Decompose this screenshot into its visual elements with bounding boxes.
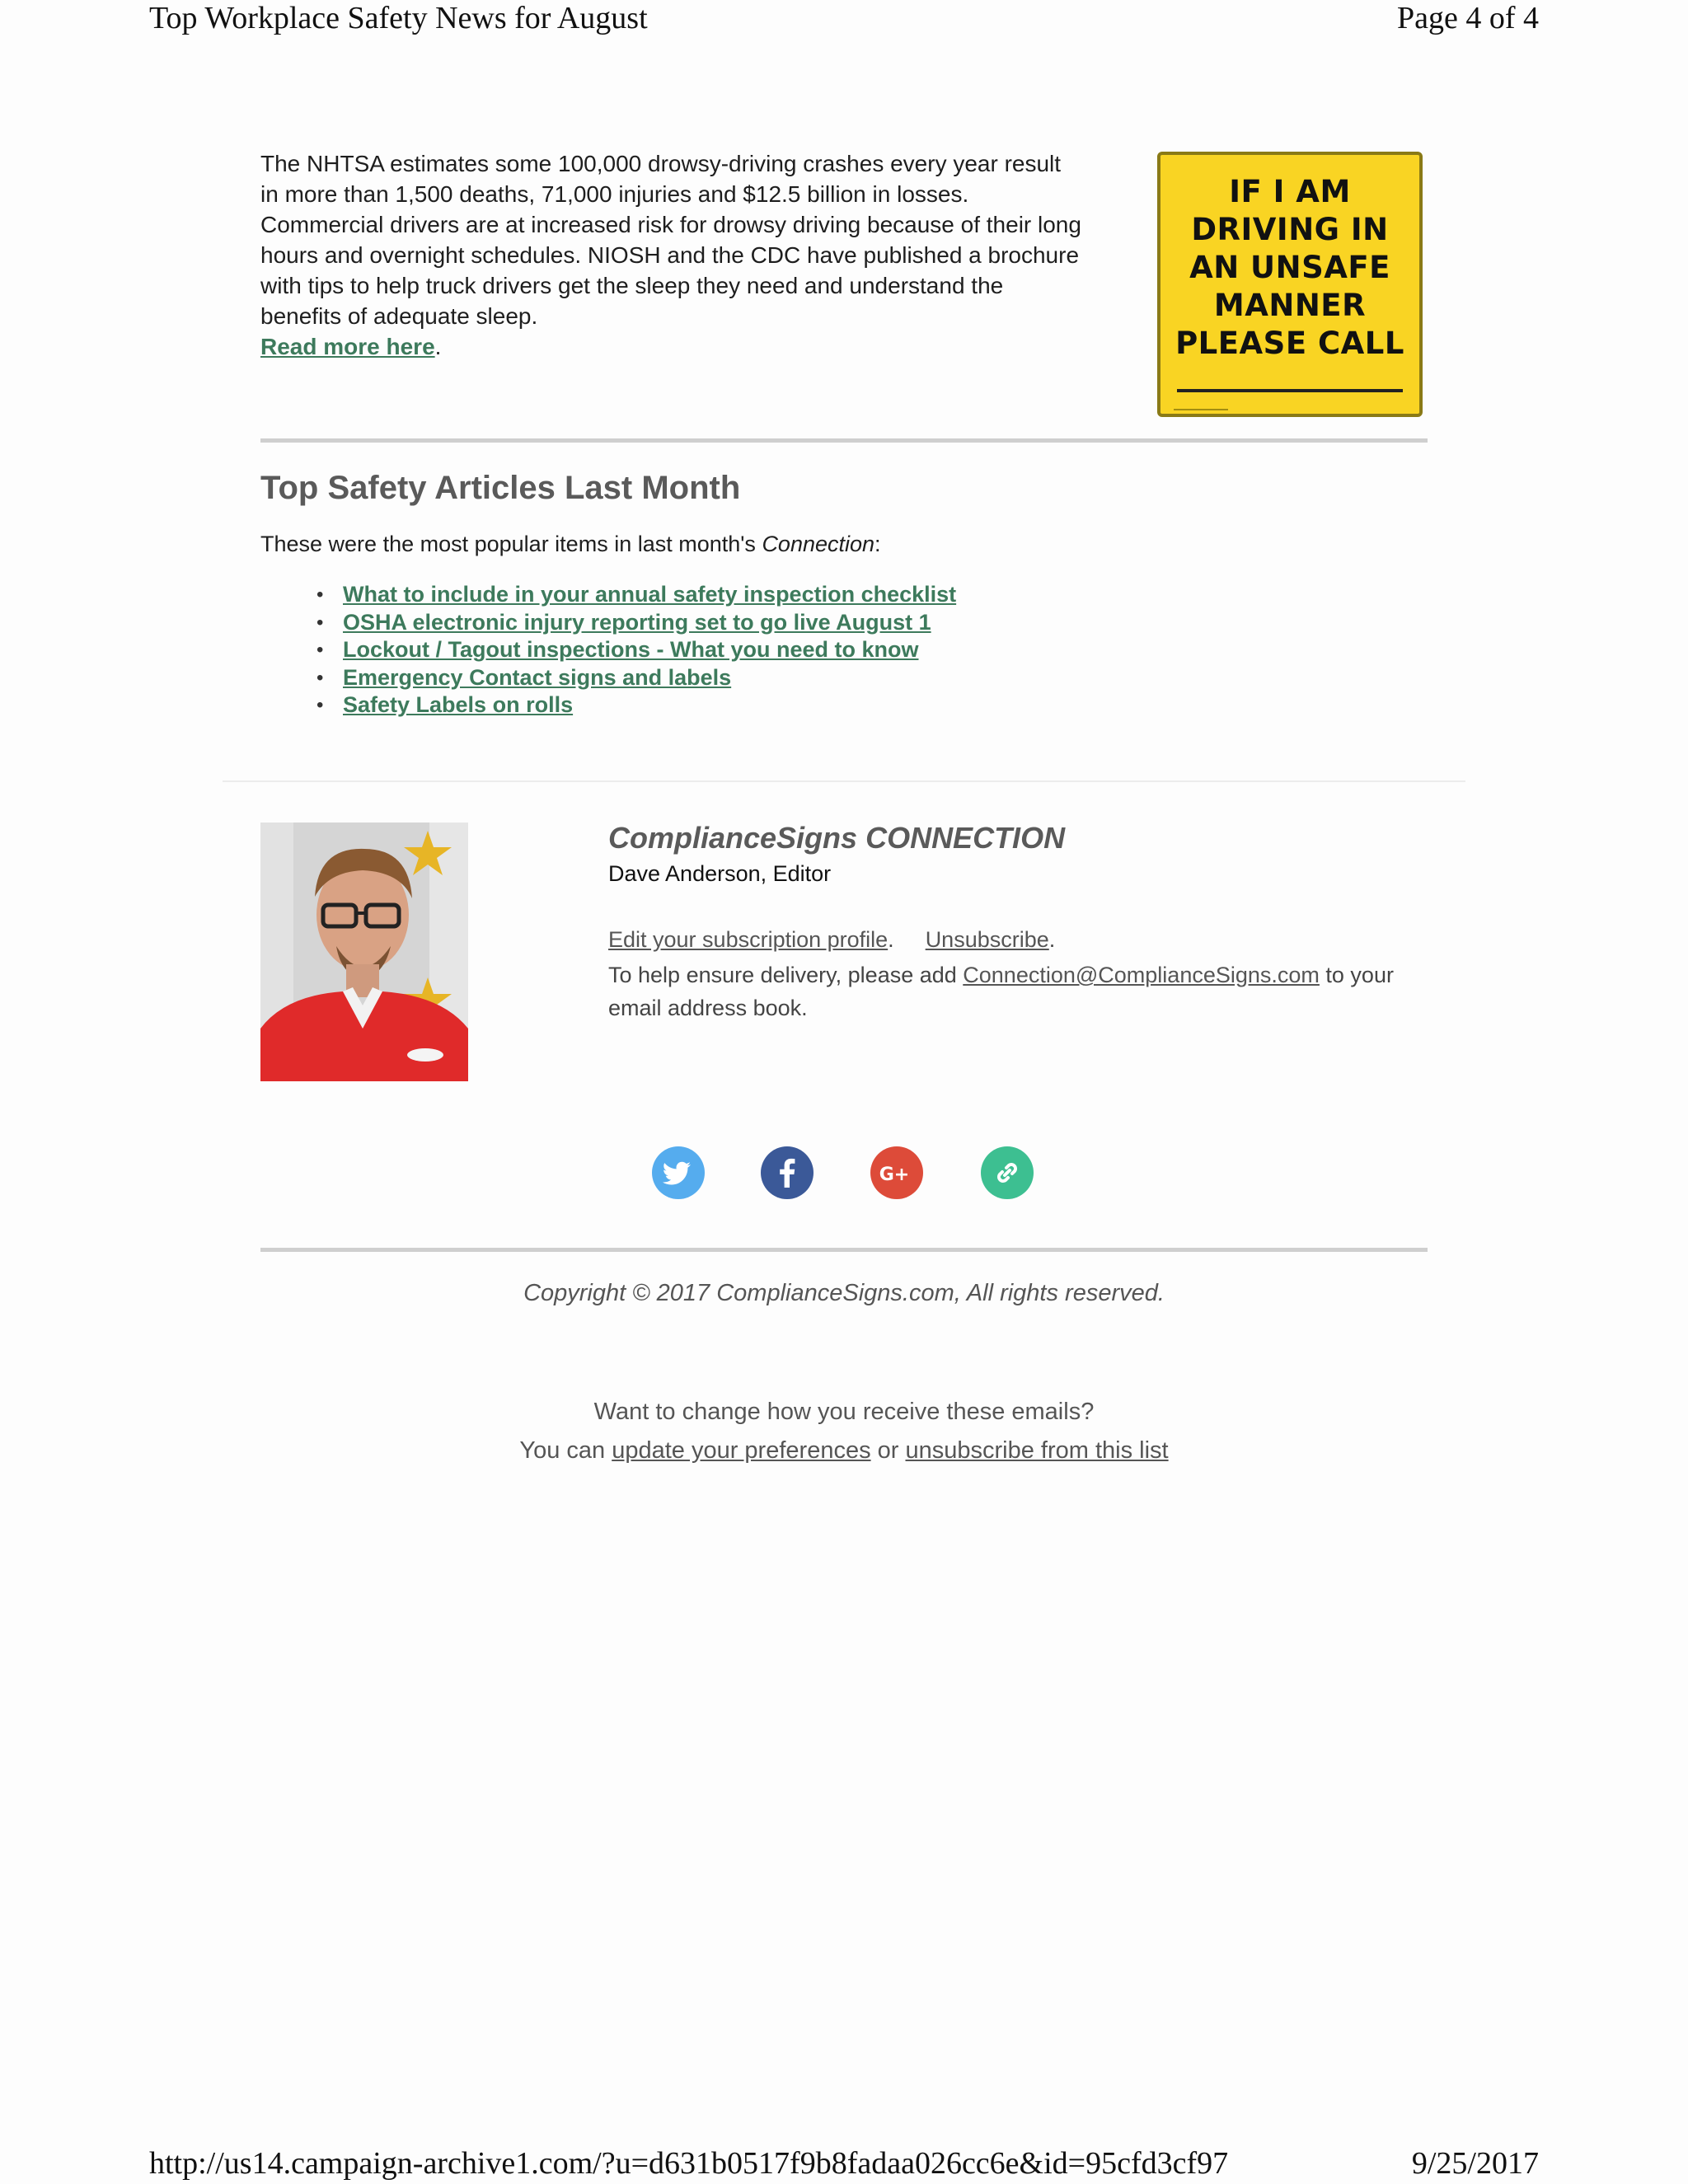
article-body: The NHTSA estimates some 100,000 drowsy-driving crashes every year result in more than 1,500 deaths, 71,000 injuries and $12.5 billion in losses. Commercial drivers are at increased risk for drowsy driving because of their long hours and overnight schedules. NIOSH and the CDC have published a brochure with tips to help truck drivers get the sleep they need and understand the benefits of adequate sleep. xyxy=(260,151,1081,329)
list-item xyxy=(316,609,956,637)
preferences-links xyxy=(0,1432,1688,1470)
update-preferences-link[interactable]: update your preferences xyxy=(612,1437,871,1464)
read-more-link[interactable]: Read more here xyxy=(260,334,435,359)
sign-small-line xyxy=(1174,409,1228,410)
editor-photo-illustration xyxy=(260,823,468,1081)
prefs-prefix: You can xyxy=(519,1437,612,1464)
copyright-notice: Copyright © 2017 ComplianceSigns.com, All rights reserved. xyxy=(523,1280,1165,1306)
print-header-page-number: Page 4 of 4 xyxy=(1396,1,1539,35)
list-item xyxy=(316,691,956,719)
preferences-question: Want to change how you receive these emails? xyxy=(593,1399,1095,1425)
section-title-top-articles: Top Safety Articles Last Month xyxy=(260,470,741,506)
section-divider xyxy=(260,438,1428,443)
print-header-title: Top Workplace Safety News for August xyxy=(149,1,648,35)
unsubscribe-link[interactable]: Unsubscribe xyxy=(925,927,1049,952)
delivery-suffix: to your email address book. xyxy=(608,963,1394,1020)
link-icon[interactable] xyxy=(981,1146,1034,1199)
preferences-section xyxy=(0,1393,1688,1470)
article-link[interactable]: OSHA electronic injury reporting set to go live August 1 xyxy=(343,609,931,635)
svg-text:G+: G+ xyxy=(879,1165,910,1185)
bullet-icon: • xyxy=(316,583,324,606)
connection-email-link[interactable]: Connection@ComplianceSigns.com xyxy=(963,963,1320,987)
google-plus-icon[interactable] xyxy=(870,1146,923,1199)
bullet-icon: • xyxy=(316,694,324,717)
article-link[interactable]: Safety Labels on rolls xyxy=(343,692,574,718)
twitter-icon[interactable] xyxy=(652,1146,705,1199)
sign-line: AN UNSAFE xyxy=(1189,250,1390,285)
top-articles-intro xyxy=(260,532,881,557)
delivery-note xyxy=(608,958,1441,1024)
edit-subscription-profile-link[interactable]: Edit your subscription profile xyxy=(608,927,889,952)
bullet-icon: • xyxy=(316,611,324,634)
bullet-icon: • xyxy=(316,639,324,662)
print-footer-url: http://us14.campaign-archive1.com/?u=d631b0517f9b8fadaa026cc6e&id=95cfd3cf97 xyxy=(149,2146,1229,2181)
intro-text: These were the most popular items in last month's xyxy=(260,532,762,556)
list-item xyxy=(316,664,956,692)
unsubscribe-list-link[interactable]: unsubscribe from this list xyxy=(905,1437,1169,1464)
prefs-or: or xyxy=(870,1437,906,1464)
read-more-suffix: . xyxy=(434,334,442,359)
editor-name: Dave Anderson, Editor xyxy=(608,861,832,886)
intro-suffix: : xyxy=(874,532,881,556)
sign-text xyxy=(1160,173,1419,363)
sign-line: MANNER xyxy=(1213,288,1367,323)
article-link[interactable]: Emergency Contact signs and labels xyxy=(343,664,732,690)
list-item xyxy=(316,636,956,664)
top-articles-list xyxy=(316,581,956,719)
article-link[interactable]: What to include in your annual safety inspection checklist xyxy=(343,582,957,607)
sign-line: IF I AM xyxy=(1229,174,1351,209)
article-paragraph xyxy=(260,148,1085,362)
facebook-icon[interactable] xyxy=(761,1146,814,1199)
sign-write-in-line xyxy=(1177,389,1403,392)
footer-divider xyxy=(223,780,1465,782)
unsafe-driving-sign-image xyxy=(1157,152,1423,417)
sign-line: PLEASE CALL xyxy=(1175,326,1404,361)
google-plus-glyph xyxy=(870,1146,923,1199)
chain-link-glyph xyxy=(981,1146,1034,1199)
edit-profile-suffix: . xyxy=(888,927,894,952)
copyright-divider xyxy=(260,1248,1428,1252)
print-footer-date: 9/25/2017 xyxy=(1411,2146,1539,2181)
facebook-f-glyph xyxy=(761,1146,814,1199)
delivery-prefix: To help ensure delivery, please add xyxy=(608,963,964,987)
subscription-links xyxy=(608,927,1055,953)
editor-photo xyxy=(260,823,468,1081)
newsletter-name: ComplianceSigns CONNECTION xyxy=(608,821,1066,855)
article-link[interactable]: Lockout / Tagout inspections - What you need to know xyxy=(343,637,919,663)
twitter-bird-glyph xyxy=(652,1146,705,1199)
intro-italic: Connection xyxy=(762,532,875,556)
sign-line: DRIVING IN xyxy=(1191,212,1389,247)
unsubscribe-suffix: . xyxy=(1048,927,1056,952)
list-item xyxy=(316,581,956,609)
bullet-icon: • xyxy=(316,666,324,689)
